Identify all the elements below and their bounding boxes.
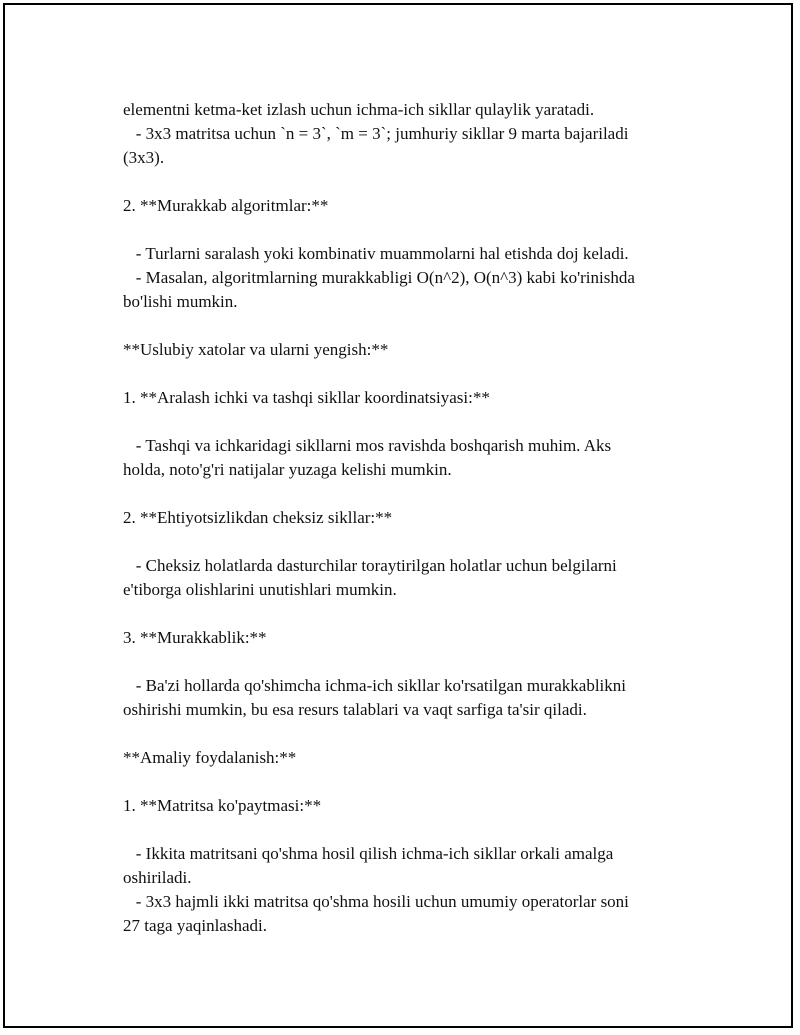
blank-line [123, 482, 703, 506]
text-line: e'tiborga olishlarini unutishlari mumkin. [123, 580, 397, 599]
blank-line [123, 410, 703, 434]
document-page [3, 3, 793, 1028]
section-heading: 1. **Matritsa ko'paytmasi:** [123, 796, 322, 815]
text-line: holda, noto'g'ri natijalar yuzaga kelishi mumkin. [123, 460, 452, 479]
section-heading: 1. **Aralash ichki va tashqi sikllar koordinatsiyasi:** [123, 388, 490, 407]
blank-line [123, 362, 703, 386]
blank-line [123, 314, 703, 338]
text-line: - Ba'zi hollarda qo'shimcha ichma-ich sikllar ko'rsatilgan murakkablikni [123, 676, 626, 695]
text-line: - 3x3 hajmli ikki matritsa qo'shma hosili uchun umumiy operatorlar soni [123, 892, 629, 911]
blank-line [123, 602, 703, 626]
text-line: oshirishi mumkin, bu esa resurs talablari va vaqt sarfiga ta'sir qiladi. [123, 700, 587, 719]
blank-line [123, 818, 703, 842]
text-line: - Masalan, algoritmlarning murakkabligi O(n^2), O(n^3) kabi ko'rinishda [123, 268, 635, 287]
blank-line [123, 650, 703, 674]
blank-line [123, 530, 703, 554]
text-line: - Turlarni saralash yoki kombinativ muammolarni hal etishda doj keladi. [123, 244, 629, 263]
blank-line [123, 218, 703, 242]
section-heading: **Amaliy foydalanish:** [123, 748, 297, 767]
section-heading: **Uslubiy xatolar va ularni yengish:** [123, 340, 389, 359]
text-line: - Tashqi va ichkaridagi sikllarni mos ravishda boshqarish muhim. Aks [123, 436, 612, 455]
text-line: - Ikkita matritsani qo'shma hosil qilish ichma-ich sikllar orkali amalga [123, 844, 614, 863]
blank-line [123, 770, 703, 794]
text-line: - 3x3 matritsa uchun `n = 3`, `m = 3`; jumhuriy sikllar 9 marta bajariladi [123, 124, 629, 143]
section-heading: 2. **Ehtiyotsizlikdan cheksiz sikllar:** [123, 508, 393, 527]
text-line: 27 taga yaqinlashadi. [123, 916, 267, 935]
blank-line [123, 722, 703, 746]
blank-line [123, 170, 703, 194]
text-line: (3x3). [123, 148, 165, 167]
text-line: elementni ketma-ket izlash uchun ichma-ich sikllar qulaylik yaratadi. [123, 100, 595, 119]
section-heading: 2. **Murakkab algoritmlar:** [123, 196, 329, 215]
text-line: bo'lishi mumkin. [123, 292, 238, 311]
text-line: oshiriladi. [123, 868, 192, 887]
section-heading: 3. **Murakkablik:** [123, 628, 267, 647]
text-line: - Cheksiz holatlarda dasturchilar toraytirilgan holatlar uchun belgilarni [123, 556, 617, 575]
document-body [123, 98, 703, 938]
